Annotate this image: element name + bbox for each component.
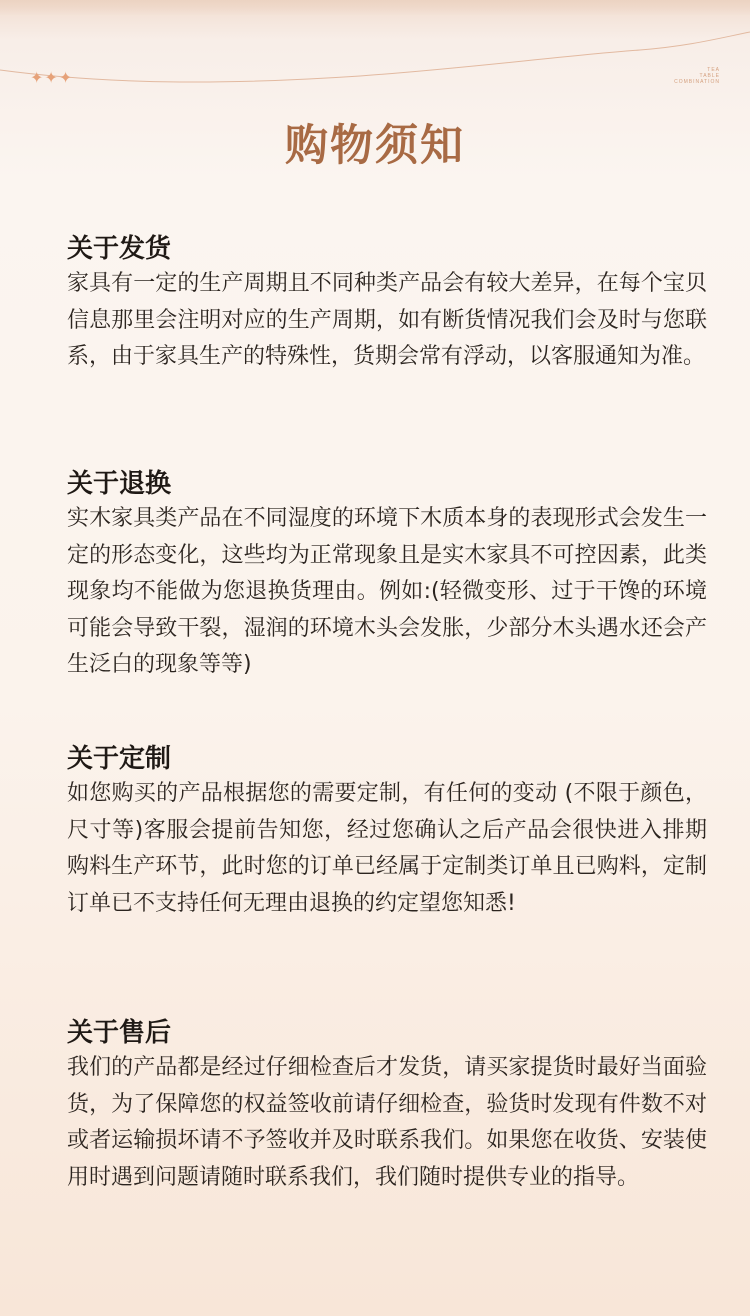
top-gradient-strip: [0, 0, 750, 16]
section-custom: [67, 742, 707, 922]
section-heading: 关于定制: [67, 744, 172, 774]
section-body: 实木家具类产品在不同湿度的环境下木质本身的表现形式会发生一定的形态变化，这些均为正常现象且是实木家具不可控因素，此类现象均不能做为您退换货理由。例如:(轻微变形、过于干馋的环境可能会导致干裂，湿润的环境木头会发胀，少部分木头遇水还会产生泛白的现象等等): [67, 506, 707, 677]
brand-line: COMBINATION: [674, 79, 720, 85]
star-decoration: ✦✦✦: [30, 68, 74, 87]
brand-mark: [674, 67, 720, 85]
brand-line: TABLE: [699, 73, 720, 79]
section-body: 家具有一定的生产周期且不同种类产品会有较大差异，在每个宝贝信息那里会注明对应的生产周期，如有断货情况我们会及时与您联系，由于家具生产的特殊性，货期会常有浮动，以客服通知为准。: [67, 271, 707, 369]
section-body: 如您购买的产品根据您的需要定制，有任何的变动 (不限于颜色，尺寸等)客服会提前告知您，经过您确认之后产品会很快进入排期购料生产环节，此时您的订单已经属于定制类订单且已购料，定制订单已不支持任何无理由退换的约定望您知悉!: [67, 781, 707, 916]
brand-line: TEA: [707, 67, 720, 73]
section-heading: 关于退换: [67, 469, 172, 499]
section-heading: 关于售后: [67, 1018, 172, 1048]
section-heading: 关于发货: [67, 234, 172, 264]
decorative-curve: [0, 20, 750, 100]
section-body: 我们的产品都是经过仔细检查后才发货，请买家提货时最好当面验货，为了保障您的权益签收前请仔细检查，验货时发现有件数不对或者运输损坏请不予签收并及时联系我们。如果您在收货、安装使用时遇到问题请随时联系我们，我们随时提供专业的指导。: [67, 1055, 707, 1190]
section-after-sales: [67, 1016, 707, 1196]
page-title: 购物须知: [285, 121, 465, 171]
section-returns: [67, 467, 707, 684]
section-shipping: [67, 232, 707, 376]
